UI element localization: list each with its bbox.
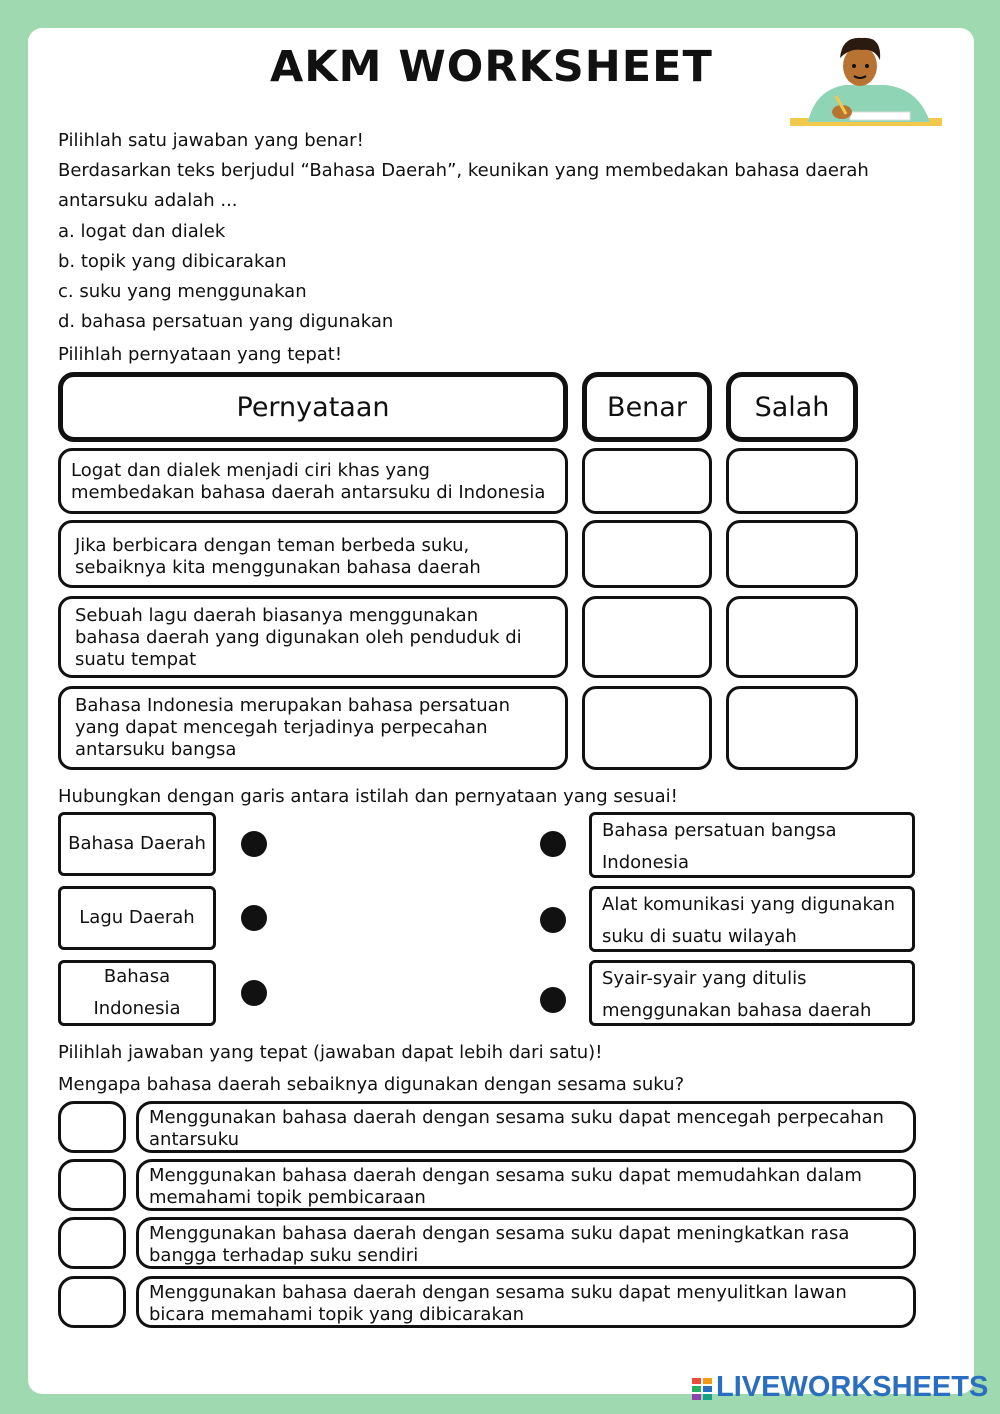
header-statement <box>58 372 568 442</box>
statement-1-false-box[interactable] <box>726 448 858 514</box>
section2-instruction: Pilihlah pernyataan yang tepat! <box>58 344 343 365</box>
statement-4-true-box[interactable] <box>582 686 712 770</box>
statement-1-true-box[interactable] <box>582 448 712 514</box>
checkbox-option-3-line2: bangga terhadap suku sendiri <box>149 1245 419 1266</box>
term-1[interactable] <box>58 812 216 876</box>
statement-3 <box>58 596 568 678</box>
section1-instruction: Pilihlah satu jawaban yang benar! <box>58 130 364 151</box>
statement-2-line2: sebaiknya kita menggunakan bahasa daerah <box>75 557 481 578</box>
term-3-line2: Indonesia <box>93 998 181 1019</box>
definition-3-line2: menggunakan bahasa daerah <box>602 1000 872 1021</box>
option-c[interactable]: c. suku yang menggunakan <box>58 281 307 302</box>
checkbox-option-4[interactable] <box>136 1276 916 1328</box>
statement-3-line3: suatu tempat <box>75 649 197 670</box>
header-false-label: Salah <box>754 391 830 423</box>
statement-4-false-box[interactable] <box>726 686 858 770</box>
checkbox-2[interactable] <box>58 1159 126 1211</box>
option-b[interactable]: b. topik yang dibicarakan <box>58 251 287 272</box>
statement-4-line3: antarsuku bangsa <box>75 739 237 760</box>
definition-1-line2: Indonesia <box>602 852 690 873</box>
statement-1 <box>58 448 568 514</box>
checkbox-option-4-line2: bicara memahami topik yang dibicarakan <box>149 1304 525 1325</box>
statement-3-line2: bahasa daerah yang digunakan oleh penduduk di <box>75 627 522 648</box>
term-1-connector-dot[interactable] <box>241 831 267 857</box>
header-true-label: Benar <box>607 391 687 423</box>
checkbox-option-1-line1: Menggunakan bahasa daerah dengan sesama suku dapat mencegah perpecahan <box>149 1107 884 1128</box>
section4-question: Mengapa bahasa daerah sebaiknya digunakan dengan sesama suku? <box>58 1074 685 1095</box>
section3-instruction: Hubungkan dengan garis antara istilah dan pernyataan yang sesuai! <box>58 786 678 807</box>
option-d[interactable]: d. bahasa persatuan yang digunakan <box>58 311 394 332</box>
statement-4-line2: yang dapat mencegah terjadinya perpecahan <box>75 717 488 738</box>
header-false <box>726 372 858 442</box>
header-statement-label: Pernyataan <box>236 391 390 423</box>
term-2-label: Lagu Daerah <box>79 907 195 928</box>
section1-question-line1: Berdasarkan teks berjudul “Bahasa Daerah”, keunikan yang membedakan bahasa daerah <box>58 160 869 181</box>
term-3[interactable] <box>58 960 216 1026</box>
definition-1-connector-dot[interactable] <box>540 831 566 857</box>
checkbox-1[interactable] <box>58 1101 126 1153</box>
page-title: AKM WORKSHEET <box>270 42 713 92</box>
checkbox-4[interactable] <box>58 1276 126 1328</box>
checkbox-3[interactable] <box>58 1217 126 1269</box>
statement-4-line1: Bahasa Indonesia merupakan bahasa persatuan <box>75 695 511 716</box>
definition-1-line1: Bahasa persatuan bangsa <box>602 820 837 841</box>
definition-2[interactable] <box>589 886 915 952</box>
checkbox-option-2-line1: Menggunakan bahasa daerah dengan sesama suku dapat memudahkan dalam <box>149 1165 862 1186</box>
statement-2 <box>58 520 568 588</box>
statement-1-line2: membedakan bahasa daerah antarsuku di Indonesia <box>71 482 546 503</box>
term-2[interactable] <box>58 886 216 950</box>
option-a[interactable]: a. logat dan dialek <box>58 221 226 242</box>
definition-2-connector-dot[interactable] <box>540 907 566 933</box>
statement-3-true-box[interactable] <box>582 596 712 678</box>
term-2-connector-dot[interactable] <box>241 905 267 931</box>
statement-4 <box>58 686 568 770</box>
statement-1-line1: Logat dan dialek menjadi ciri khas yang <box>71 460 430 481</box>
section1-question-line2: antarsuku adalah ... <box>58 190 238 211</box>
statement-2-true-box[interactable] <box>582 520 712 588</box>
term-3-connector-dot[interactable] <box>241 980 267 1006</box>
checkbox-option-1-line2: antarsuku <box>149 1129 239 1150</box>
brand-logo-text[interactable]: LIVEWORKSHEETS <box>716 1371 989 1403</box>
checkbox-option-2[interactable] <box>136 1159 916 1211</box>
statement-3-line1: Sebuah lagu daerah biasanya menggunakan <box>75 605 479 626</box>
definition-3-line1: Syair-syair yang ditulis <box>602 968 807 989</box>
definition-2-line2: suku di suatu wilayah <box>602 926 797 947</box>
student-writing-illustration <box>790 30 945 130</box>
definition-3-connector-dot[interactable] <box>540 987 566 1013</box>
header-true <box>582 372 712 442</box>
checkbox-option-3-line1: Menggunakan bahasa daerah dengan sesama suku dapat meningkatkan rasa <box>149 1223 850 1244</box>
term-3-line1: Bahasa <box>103 966 171 987</box>
statement-2-false-box[interactable] <box>726 520 858 588</box>
statement-2-line1: Jika berbicara dengan teman berbeda suku, <box>75 535 470 556</box>
liveworksheets-logo-icon <box>692 1378 712 1400</box>
section4-instruction: Pilihlah jawaban yang tepat (jawaban dapat lebih dari satu)! <box>58 1042 603 1063</box>
statement-3-false-box[interactable] <box>726 596 858 678</box>
definition-3[interactable] <box>589 960 915 1026</box>
checkbox-option-3[interactable] <box>136 1217 916 1269</box>
definition-1[interactable] <box>589 812 915 878</box>
definition-2-line1: Alat komunikasi yang digunakan <box>602 894 895 915</box>
checkbox-option-4-line1: Menggunakan bahasa daerah dengan sesama suku dapat menyulitkan lawan <box>149 1282 847 1303</box>
term-1-label: Bahasa Daerah <box>68 833 206 854</box>
checkbox-option-1[interactable] <box>136 1101 916 1153</box>
checkbox-option-2-line2: memahami topik pembicaraan <box>149 1187 426 1208</box>
